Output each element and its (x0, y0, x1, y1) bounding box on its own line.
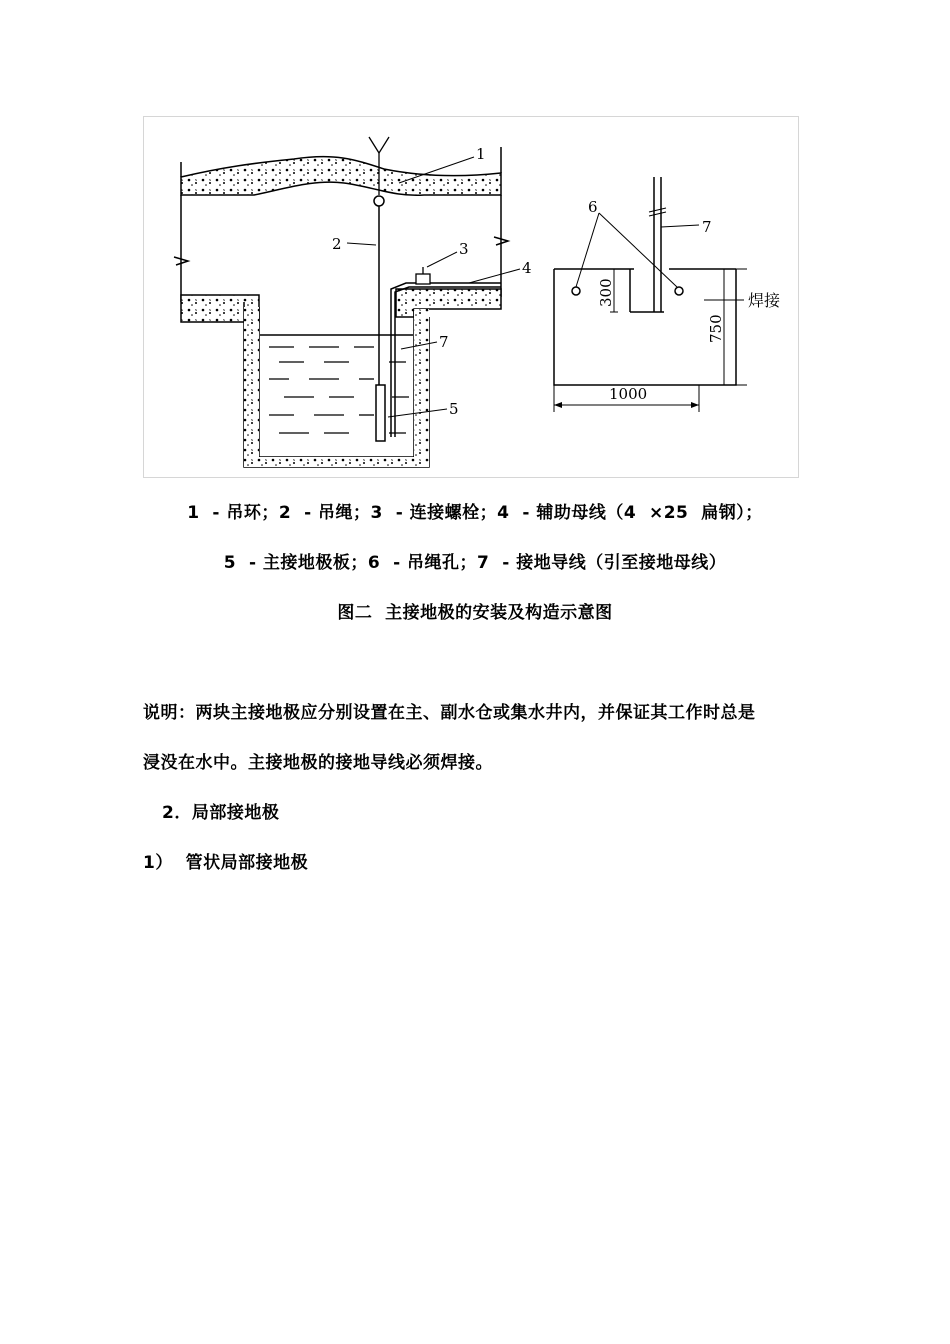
diagram-drawing (144, 117, 800, 479)
dim-300: 300 (597, 278, 615, 307)
subsection-heading: 1） 管状局部接地极 (143, 853, 309, 873)
installation-diagram (143, 116, 799, 478)
plate-drawing (554, 177, 747, 412)
label-5: 5 (449, 400, 459, 418)
plate-labels (588, 198, 781, 403)
dim-1000: 1000 (609, 385, 648, 403)
label-7-left: 7 (439, 333, 449, 351)
label-7-right: 7 (702, 218, 712, 236)
note-line-2: 浸没在水中。主接地极的接地导线必须焊接。 (143, 753, 493, 773)
note-line-1: 说明：两块主接地极应分别设置在主、副水仓或集水井内，并保证其工作时总是 (143, 703, 756, 723)
figure-title: 图二 主接地极的安装及构造示意图 (337, 603, 613, 623)
legend-line-2: 5 - 主接地极板；6 - 吊绳孔；7 - 接地导线（引至接地母线） (223, 553, 727, 573)
sump-section (174, 137, 520, 467)
label-2: 2 (332, 235, 342, 253)
legend-line-1: 1 - 吊环；2 - 吊绳；3 - 连接螺栓；4 - 辅助母线（4 ×25 扁钢）； (187, 503, 763, 523)
label-3: 3 (459, 240, 469, 258)
weld-label: 焊接 (748, 291, 781, 310)
label-4: 4 (522, 259, 532, 277)
label-1: 1 (476, 145, 486, 163)
section-heading: 2．局部接地极 (162, 803, 280, 823)
label-6: 6 (588, 198, 598, 216)
dim-750: 750 (707, 314, 725, 343)
